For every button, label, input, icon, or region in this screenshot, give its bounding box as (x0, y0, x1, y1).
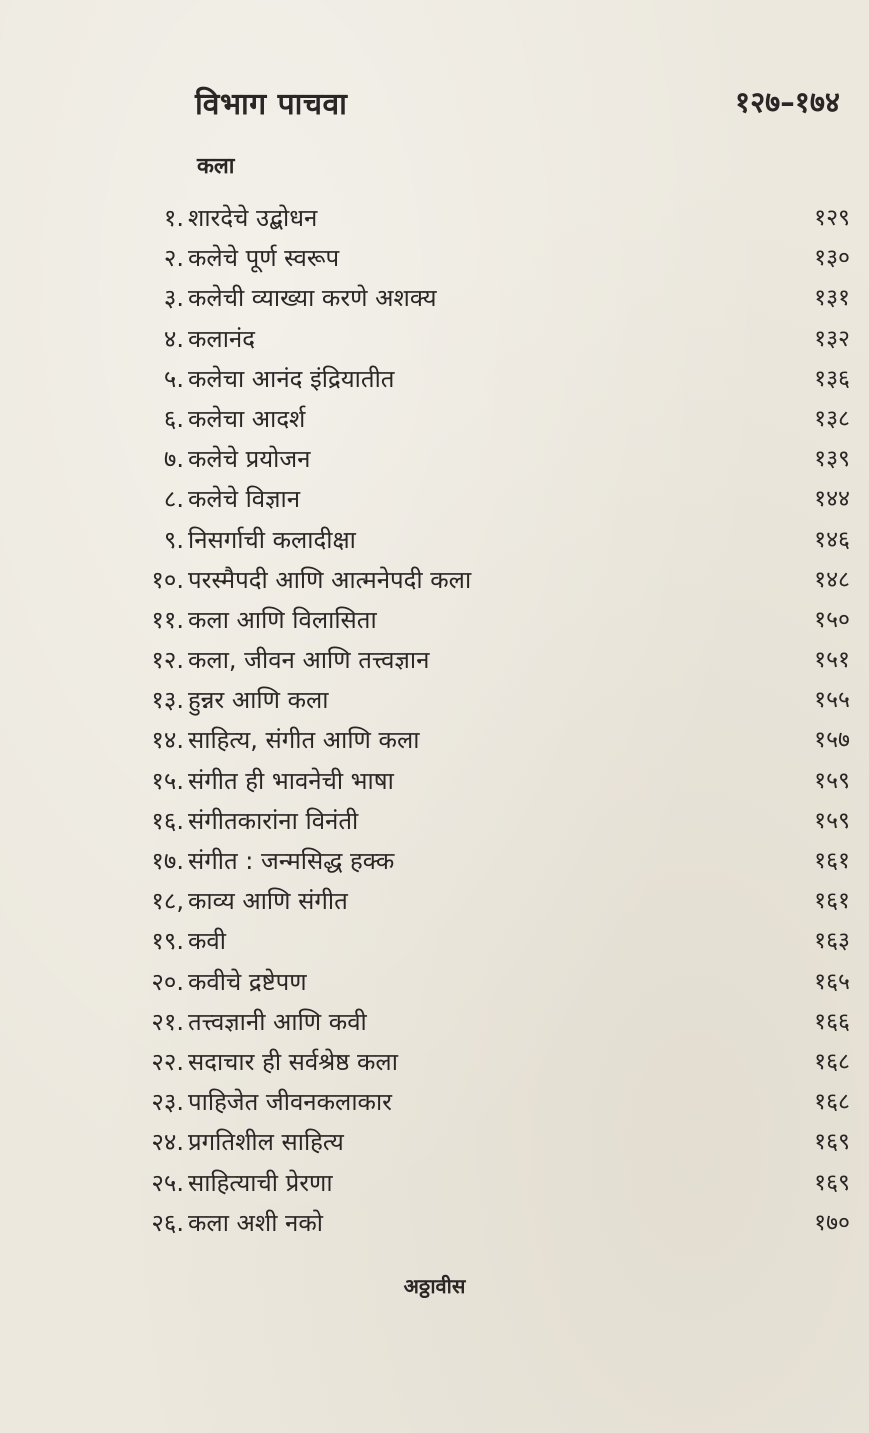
toc-entry-title: काव्य आणि संगीत (188, 887, 348, 916)
toc-entry-page: १७० (814, 1209, 850, 1236)
toc-entry (120, 921, 850, 961)
toc-entry-page: १६८ (814, 1089, 850, 1116)
toc-entry-number: ४. (163, 324, 184, 353)
toc-entry-number: ६. (163, 404, 184, 433)
toc-entry-number: २५. (151, 1168, 184, 1197)
toc-entry-number: २३. (151, 1088, 184, 1117)
toc-entry-number: २१. (151, 1007, 184, 1036)
toc-entry-number: १३. (151, 686, 184, 715)
toc-entry-page: १५१ (814, 647, 850, 674)
toc-entry (120, 1082, 850, 1122)
toc-entry-title: साहित्य, संगीत आणि कला (188, 726, 420, 755)
toc-entry-page: १६८ (814, 1048, 850, 1075)
toc-entry (120, 761, 850, 801)
toc-entry-page: १६३ (814, 928, 850, 955)
toc-entry (120, 319, 850, 359)
toc-entry-number: २. (163, 244, 184, 273)
section-title: विभाग पाचवा (195, 87, 348, 122)
toc-entry-page: १५९ (814, 767, 850, 794)
toc-entry-page: १६१ (814, 848, 850, 874)
toc-entry-number: २६. (151, 1208, 184, 1237)
toc-entry (120, 841, 850, 881)
toc-entry-number: २०. (151, 967, 184, 996)
toc-entry-page: १६९ (814, 1169, 850, 1196)
toc-entry (120, 560, 850, 600)
toc-entry-page: १५० (814, 606, 850, 633)
toc-entry-title: प्रगतिशील साहित्य (188, 1128, 344, 1157)
toc-entry-number: ८. (163, 485, 184, 514)
toc-entry-title: हुन्नर आणि कला (188, 686, 329, 715)
toc-entry (120, 600, 850, 640)
toc-entry-title: कलेची व्याख्या करणे अशक्य (188, 284, 437, 313)
toc-entry-number: १२. (151, 646, 184, 675)
toc-entry (120, 1163, 850, 1203)
toc-entry-page: १५५ (814, 687, 850, 714)
toc-entry-number: १६. (151, 806, 184, 835)
toc-entry-page: १६९ (814, 1129, 850, 1156)
toc-entry-title: संगीत : जन्मसिद्ध हक्क (188, 847, 395, 875)
toc-entry-title: परस्मैपदी आणि आत्मनेपदी कला (188, 565, 472, 594)
toc-entry-page: १३६ (814, 365, 850, 392)
toc-entry-title: कलेचे प्रयोजन (188, 445, 311, 474)
toc-entry-page: १४६ (814, 526, 850, 553)
toc-entry-title: निसर्गाची कलादीक्षा (188, 525, 356, 554)
toc-entry-title: कला आणि विलासिता (188, 605, 377, 634)
toc-entry-page: १३१ (814, 285, 850, 312)
toc-entry-title: शारदेचे उद्बोधन (188, 204, 318, 232)
toc-entry-page: १४४ (814, 486, 850, 513)
toc-entry (120, 1002, 850, 1042)
toc-entry (120, 1122, 850, 1162)
subsection-heading: कला (197, 154, 235, 179)
toc-entry (120, 1203, 850, 1243)
toc-entry-title: तत्त्वज्ञानी आणि कवी (188, 1007, 367, 1036)
toc-entry (120, 720, 850, 760)
toc-entry-page: १३८ (814, 405, 850, 432)
toc-entry-title: संगीतकारांना विनंती (188, 806, 359, 835)
toc-entry-title: कलेचा आनंद इंद्रियातीत (188, 364, 395, 393)
page-number-footer: अठ्ठावीस (403, 1274, 466, 1298)
toc-entry (120, 278, 850, 318)
toc-entry-number: ७. (163, 445, 184, 474)
toc-entry (120, 680, 850, 720)
toc-entry (120, 962, 850, 1002)
toc-entry-number: १८, (151, 887, 184, 916)
toc-entry-page: १३० (814, 245, 850, 272)
toc-entry-number: १०. (151, 565, 184, 594)
toc-entry-number: १. (163, 204, 184, 232)
toc-entry-number: ९. (163, 525, 184, 554)
toc-entry (120, 881, 850, 921)
toc-entry-title: कलेचे विज्ञान (188, 485, 301, 514)
toc-entry-page: १६६ (814, 1008, 850, 1035)
toc-entry-page: १६१ (814, 888, 850, 915)
toc-entry (120, 359, 850, 399)
toc-entry-page: १३९ (814, 446, 850, 473)
toc-entry-title: कवीचे द्रष्टेपण (188, 967, 307, 996)
toc-entry (120, 801, 850, 841)
toc-entry-number: ३. (163, 284, 184, 313)
toc-entry (120, 439, 850, 479)
toc-entry-title: कला, जीवन आणि तत्त्वज्ञान (188, 646, 430, 675)
toc-entry-title: कलेचे पूर्ण स्वरूप (188, 244, 340, 273)
table-of-contents (120, 198, 850, 1243)
toc-entry-title: सदाचार ही सर्वश्रेष्ठ कला (188, 1047, 398, 1076)
toc-entry (120, 1042, 850, 1082)
toc-entry-number: १९. (151, 927, 184, 956)
toc-entry (120, 399, 850, 439)
toc-entry-number: ५. (163, 364, 184, 393)
toc-entry (120, 520, 850, 560)
toc-entry-title: संगीत ही भावनेची भाषा (188, 766, 394, 795)
toc-entry (120, 640, 850, 680)
toc-entry (120, 479, 850, 519)
toc-entry-page: १३२ (814, 325, 850, 352)
toc-entry-page: १५९ (814, 807, 850, 834)
toc-entry-page: १६५ (814, 968, 850, 995)
toc-entry-title: कवी (188, 927, 226, 956)
toc-entry-page: १५७ (814, 727, 850, 754)
toc-entry-number: ११. (151, 605, 184, 634)
toc-entry-title: कलेचा आदर्श (188, 404, 306, 433)
section-page-range: १२७–१७४ (735, 85, 840, 119)
toc-entry-number: १५. (151, 766, 184, 795)
toc-entry-title: कलानंद (188, 324, 255, 353)
toc-entry-title: कला अशी नको (188, 1208, 324, 1237)
toc-entry-title: साहित्याची प्रेरणा (188, 1168, 333, 1197)
toc-entry-number: २४. (151, 1128, 184, 1157)
toc-entry-number: १७. (151, 847, 184, 875)
toc-entry-page: १२९ (814, 205, 850, 231)
toc-entry (120, 198, 850, 238)
toc-entry-number: १४. (151, 726, 184, 755)
toc-entry (120, 238, 850, 278)
toc-entry-page: १४८ (814, 566, 850, 593)
toc-entry-title: पाहिजेत जीवनकलाकार (188, 1088, 392, 1117)
toc-entry-number: २२. (151, 1047, 184, 1076)
section-header (195, 82, 850, 126)
